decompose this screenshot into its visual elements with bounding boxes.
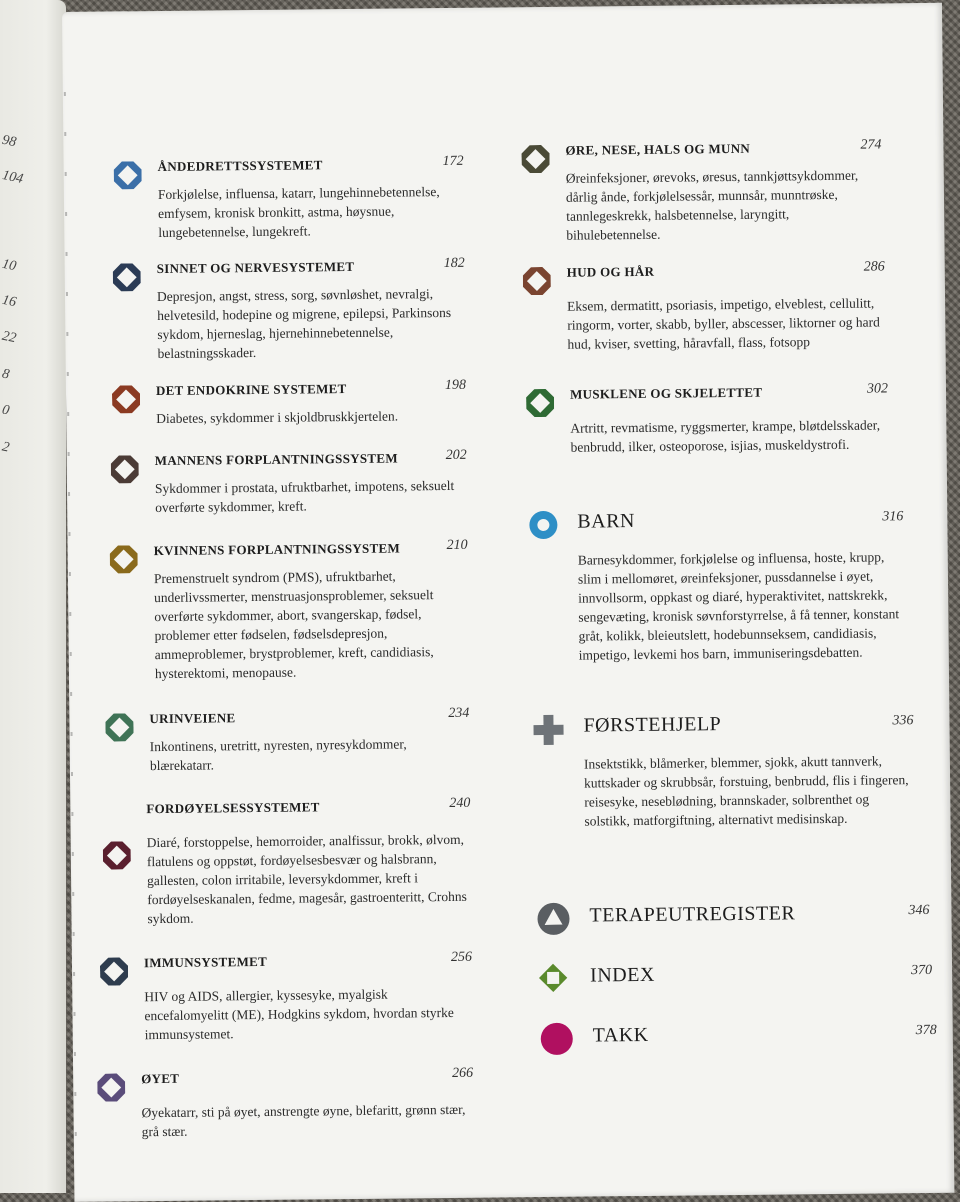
- section-title: INDEX: [590, 963, 655, 987]
- section-title: TERAPEUTREGISTER: [589, 902, 796, 927]
- first-aid-cross-icon: [533, 715, 563, 745]
- margin-number: 98: [0, 132, 18, 151]
- toc-entry-urinveiene[interactable]: [105, 705, 470, 776]
- page-number: 210: [446, 537, 468, 554]
- toc-entry-sinnet[interactable]: [113, 255, 466, 364]
- section-title: TAKK: [592, 1023, 649, 1047]
- page-number: 336: [892, 713, 914, 729]
- page-number: 302: [866, 381, 889, 397]
- octagon-icon: [113, 263, 141, 291]
- section-description: Barnesykdommer, forkjølelse og influensa, hoste, krupp, slim i mellomøret, øreinfeksjoner, pussdannelse i øyet, innvollsorm, oppkast og diaré, hyperaktivitet, nattskrekk, sengevæting, kronisk søvnforstyrrelse, å få tenner, konstant gråt, kolikk, bleieutslett, hodebunnseksem, candidiasis, impetigo, levkemi hos barn, immuniseringsdebatten.: [577, 549, 900, 663]
- contents-page: [62, 3, 954, 1202]
- page-number: 198: [444, 377, 467, 394]
- octagon-icon: [110, 545, 138, 573]
- section-description: Artritt, revmatisme, ryggsmerter, krampe, bløtdelsskader, benbrudd, ilker, osteoporose, isjias, muskeldystrofi.: [570, 417, 881, 455]
- diamond-icon: [536, 961, 570, 995]
- section-description: Premenstruelt syndrom (PMS), ufruktbarhet, underlivssmerter, menstruasjonsproblemer, seksuelt overførte sykdommer, abort, svangerskap, fødsel, problemer etter fødselen, fødselsdepresjon, ammeproblemer, brystproblemer, kreft, candidiasis, hysterektomi, menopause.: [153, 568, 434, 682]
- page-number: 378: [915, 1022, 937, 1039]
- section-title: URINVEIENE: [149, 710, 236, 727]
- section-title: HUD OG HÅR: [566, 263, 655, 280]
- toc-entry-index[interactable]: [538, 961, 932, 1001]
- margin-number: 8: [0, 366, 11, 383]
- toc-entry-oyet[interactable]: [97, 1065, 474, 1142]
- page-number: 202: [445, 447, 467, 464]
- margin-number: 10: [0, 256, 18, 275]
- octagon-icon: [97, 1073, 125, 1101]
- section-title: MUSKLENE OG SKJELETTET: [569, 384, 763, 402]
- toc-entry-terapeutregister[interactable]: [537, 901, 929, 941]
- section-title: FORDØYELSESSYSTEMET: [146, 799, 320, 817]
- toc-entry-mannens[interactable]: [111, 447, 468, 518]
- toc-entry-hud[interactable]: [523, 261, 886, 354]
- section-description: Diabetes, sykdommer i skjoldbruskkjertelen.: [156, 408, 399, 427]
- margin-number: 22: [0, 328, 18, 347]
- margin-number: 104: [0, 167, 25, 188]
- triangle-circle-icon: [537, 903, 569, 935]
- section-title: BARN: [577, 510, 636, 533]
- octagon-icon: [111, 455, 139, 483]
- circle-icon: [541, 1023, 573, 1055]
- section-description: Sykdommer i prostata, ufruktbarhet, impotens, seksuelt overførte sykdommer, kreft.: [154, 477, 455, 516]
- page-number: 286: [863, 259, 885, 275]
- margin-number: 2: [0, 439, 11, 456]
- toc-entry-immunsystemet[interactable]: [100, 949, 473, 1045]
- section-title: SINNET OG NERVESYSTEMET: [156, 258, 355, 277]
- toc-entry-takk[interactable]: [541, 1021, 937, 1061]
- toc-entry-barn[interactable]: [529, 507, 905, 665]
- page-number: 274: [860, 137, 882, 153]
- section-description: Øyekatarr, sti på øyet, anstrengte øyne, blefaritt, grønn stær, grå stær.: [141, 1101, 466, 1140]
- octagon-icon: [103, 841, 131, 869]
- margin-number: 0: [0, 402, 11, 419]
- toc-entry-musklene[interactable]: [526, 383, 889, 457]
- page-number: 316: [882, 509, 904, 525]
- octagon-icon: [105, 713, 133, 741]
- section-title: MANNENS FORPLANTNINGSSYSTEM: [154, 450, 398, 469]
- section-description: Diaré, forstoppelse, hemorroider, analfissur, brokk, ølvom, flatulens og oppstøt, fordøyelsesbesvær og halsbrann, gallesten, colon irritabile, leversykdommer, kreft i fordøyelseskanalen, fedme, magesår, gastroenteritt, Crohns sykdom.: [146, 831, 467, 927]
- octagon-icon: [521, 145, 549, 173]
- octagon-icon: [523, 267, 551, 295]
- page-number: 370: [911, 962, 933, 979]
- toc-entry-ore-nese[interactable]: [521, 139, 882, 245]
- toc-entry-fordoyelse[interactable]: [102, 795, 471, 929]
- section-title: DET ENDOKRINE SYSTEMET: [155, 381, 347, 399]
- section-title: ØYET: [141, 1070, 180, 1087]
- page-number: 240: [449, 795, 471, 811]
- section-description: Øreinfeksjoner, ørevoks, øresus, tannkjøttsykdommer, dårlig ånde, forkjølelsessår, munnsår, munntrøske, tannlegeskrekk, halsbetennelse, laryngitt, bihulebetennelse.: [565, 167, 859, 243]
- ring-icon: [529, 511, 557, 539]
- octagon-icon: [114, 161, 142, 189]
- page-number: 182: [443, 255, 465, 272]
- octagon-icon: [112, 385, 140, 413]
- section-description: Depresjon, angst, stress, sorg, søvnløshet, nevralgi, helvetesild, hodepine og migrene, epilepsi, Parkinsons sykdom, hjerneslag, hjernehinnebetennelse, belastningsskader.: [156, 286, 452, 362]
- previous-page-edge: [0, 0, 66, 1193]
- section-description: Insektstikk, blåmerker, blemmer, sjokk, akutt tannverk, kuttskader og skrubbsår, forstuing, benbrudd, flis i fingeren, reisesyke, neseblødning, brannskader, solbrenthet og solstikk, matforgiftning, alternativt medisinskap.: [583, 753, 909, 829]
- section-description: Forkjølelse, influensa, katarr, lungehinnebetennelse, emfysem, kronisk bronkitt, astma, høysnue, lungebetennelse, lungekreft.: [157, 184, 440, 241]
- section-title: KVINNENS FORPLANTNINGSSYSTEM: [153, 540, 401, 559]
- octagon-icon: [100, 957, 128, 985]
- section-title: ÅNDEDRETTSSYSTEMET: [157, 157, 323, 175]
- toc-entry-andedrett[interactable]: [114, 153, 465, 243]
- page-number: 172: [442, 153, 464, 170]
- section-description: Eksem, dermatitt, psoriasis, impetigo, elveblest, cellulitt, ringorm, vorter, skabb, byller, abscesser, liktorner og hard hud, kviser, svetting, håravfall, flass, fotsopp: [567, 295, 880, 352]
- toc-entry-forstehjelp[interactable]: [533, 711, 914, 831]
- page-number: 346: [908, 902, 930, 919]
- toc-entry-kvinnens[interactable]: [110, 537, 469, 684]
- section-description: HIV og AIDS, allergier, kyssesyke, myalgisk encefalomyelitt (ME), Hodgkins sykdom, hvordan styrke immunsystemet.: [144, 986, 454, 1043]
- toc-entry-endokrine[interactable]: [112, 377, 467, 429]
- page-number: 234: [448, 705, 470, 721]
- section-title: ØRE, NESE, HALS OG MUNN: [565, 140, 751, 158]
- page-number: 256: [450, 949, 472, 965]
- page-number: 266: [452, 1065, 474, 1081]
- section-title: FØRSTEHJELP: [583, 713, 722, 737]
- octagon-icon: [526, 389, 554, 417]
- section-title: IMMUNSYSTEMET: [143, 953, 268, 971]
- section-description: Inkontinens, uretritt, nyresten, nyresykdommer, blærekatarr.: [149, 736, 407, 774]
- margin-number: 16: [0, 292, 18, 311]
